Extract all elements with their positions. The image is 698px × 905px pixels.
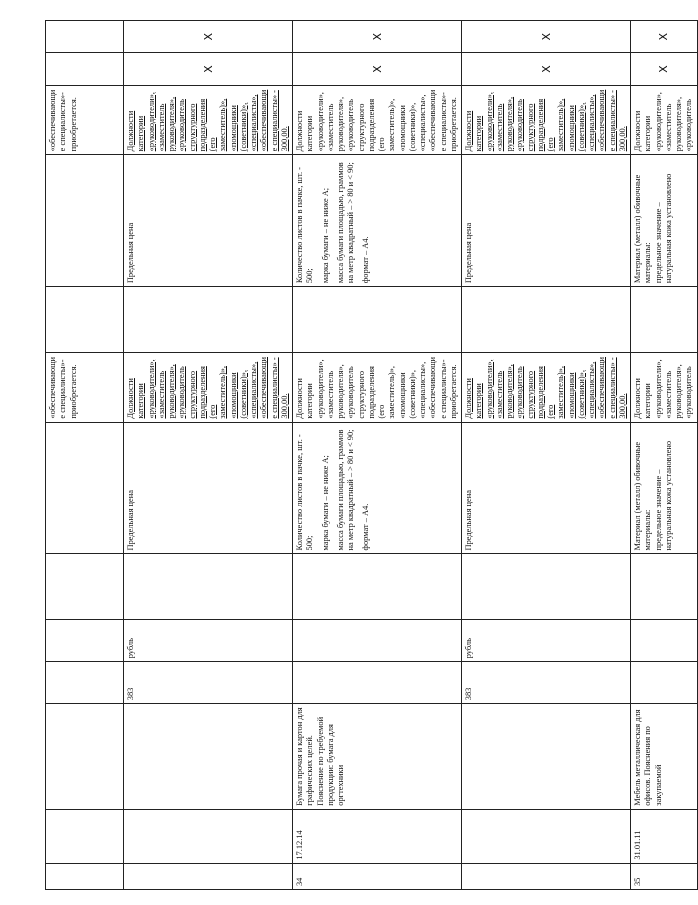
char2-positions-cell xyxy=(293,85,462,155)
unit-code-cell xyxy=(293,662,462,704)
table-row xyxy=(462,21,631,890)
char1-name-cell xyxy=(46,554,124,620)
justification-cell-2 xyxy=(462,21,631,53)
table-row xyxy=(46,21,124,890)
unit-code-cell: 383 xyxy=(124,662,293,704)
char2-name-cell xyxy=(462,287,631,353)
code-cell xyxy=(46,809,124,863)
char1-positions-text: Должности категории «руководители», «заместитель руководителя», «руководитель структурного подразделения (его заместитель)», «помощники (советники)», «специалисты», «обеспечивающие специалисты»-приобретается. xyxy=(295,356,458,419)
char2-value-line: формат – А4. xyxy=(361,236,371,284)
char1-positions-text: Должности категории «руководители», «заместитель руководителя», «руководитель xyxy=(633,359,694,419)
table-row xyxy=(124,21,293,890)
unit-cell xyxy=(631,620,698,662)
num-cell xyxy=(46,863,124,889)
unit-cell xyxy=(46,620,124,662)
char2-positions-cell xyxy=(631,85,698,155)
unit-code-cell xyxy=(46,662,124,704)
char1-value-cell: Предельная цена xyxy=(462,422,631,554)
char1-positions-cell xyxy=(124,353,293,423)
cross-mark: X xyxy=(539,32,553,41)
name-cell xyxy=(124,704,293,809)
char2-value-line: марка бумаги – не ниже А; xyxy=(320,187,330,284)
char1-value-cell xyxy=(46,422,124,554)
char1-value-cell: Предельная цена xyxy=(124,422,293,554)
char1-positions-cell xyxy=(631,353,698,423)
char1-name-cell xyxy=(293,554,462,620)
char2-positions-cell xyxy=(124,85,293,155)
char2-value-cell xyxy=(293,155,462,287)
justification-cell-2 xyxy=(46,21,124,53)
name-cell xyxy=(46,704,124,809)
name-cell: Бумага прочая и картон для графических целей. Пояснение по требуемой продукции: бумага для оргтехники xyxy=(293,704,462,809)
cross-mark: X xyxy=(201,65,215,73)
char2-value-cell: Предельная цена xyxy=(462,155,631,287)
char1-name-cell xyxy=(124,554,293,620)
char1-value-line: Количество листов в пачке, шт. - 500; xyxy=(295,434,315,551)
justification-cell-2 xyxy=(124,21,293,53)
table-row xyxy=(631,21,698,890)
cross-mark: X xyxy=(370,65,384,73)
char1-value-cell xyxy=(293,422,462,554)
requirements-table xyxy=(45,20,698,890)
justification-cell-1 xyxy=(293,53,462,85)
char1-positions-text: Должности категории «руководители», «заместитель руководителя», «руководитель структурного подразделения (его заместитель)», «помощники (советники)», «специалисты», «обеспечивающие специалисты» - 300,00. xyxy=(126,356,289,419)
num-cell: 35 xyxy=(631,863,698,889)
cross-mark: X xyxy=(657,32,671,41)
justification-cell-1 xyxy=(462,53,631,85)
char2-value-cell xyxy=(46,155,124,287)
cross-mark: X xyxy=(370,32,384,41)
char2-positions-text: Должности категории «руководители», «заместитель руководителя», «руководитель структурного подразделения (его заместитель)», «помощники (советники)», «специалисты», «обеспечивающие специалисты» - 300,00. xyxy=(464,89,627,152)
code-cell: 31.01.11 xyxy=(631,809,698,863)
char1-value-line: масса бумаги площадью, граммов на метр квадратный – > 80 и < 90; xyxy=(335,429,355,551)
char2-value-line: масса бумаги площадью, граммов на метр квадратный – > 80 и < 90; xyxy=(335,162,355,284)
name-cell: Мебель металлическая для офисов. Пояснения по закупаемой xyxy=(631,704,698,809)
char1-value-line: формат – А4. xyxy=(361,503,371,551)
unit-cell: рубль xyxy=(462,620,631,662)
cross-mark: X xyxy=(657,65,671,73)
char1-value-cell xyxy=(631,422,698,554)
unit-code-cell xyxy=(631,662,698,704)
unit-cell xyxy=(293,620,462,662)
unit-cell: рубль xyxy=(124,620,293,662)
char2-name-cell xyxy=(631,287,698,353)
char2-name-cell xyxy=(46,287,124,353)
char1-name-cell xyxy=(631,554,698,620)
char2-name-cell xyxy=(124,287,293,353)
char1-positions-text: «обеспечивающие специалисты»-приобретается. xyxy=(48,356,78,419)
char2-positions-text: Должности категории «руководители», «заместитель руководителя», «руководитель структурного подразделения (его заместитель)», «помощники (советники)», «специалисты», «обеспечивающие специалисты» - 300,00. xyxy=(126,89,289,152)
char2-value-cell: Предельная цена xyxy=(124,155,293,287)
name-cell xyxy=(462,704,631,809)
char2-positions-cell xyxy=(462,85,631,155)
char1-name-cell xyxy=(462,554,631,620)
char1-positions-cell xyxy=(293,353,462,423)
num-cell xyxy=(124,863,293,889)
char2-positions-cell xyxy=(46,85,124,155)
char1-positions-cell xyxy=(462,353,631,423)
cross-mark: X xyxy=(539,65,553,73)
justification-cell-2 xyxy=(631,21,698,53)
char1-positions-cell xyxy=(46,353,124,423)
table-row xyxy=(293,21,462,890)
unit-code-cell: 383 xyxy=(462,662,631,704)
char1-value-line: марка бумаги – не ниже А; xyxy=(320,455,330,551)
code-cell: 17.12.14 xyxy=(293,809,462,863)
char2-value-line: Количество листов в пачке, шт. - 500; xyxy=(295,167,315,284)
code-cell xyxy=(462,809,631,863)
char2-value-cell xyxy=(631,155,698,287)
justification-cell-2 xyxy=(293,21,462,53)
justification-cell-1 xyxy=(631,53,698,85)
num-cell xyxy=(462,863,631,889)
rotated-table-container xyxy=(45,20,694,890)
char2-value-line: предельное значение – натуральная кожа установлено xyxy=(653,173,673,284)
justification-cell-1 xyxy=(124,53,293,85)
char2-value-line: Материал (металл) обивочные материалы: xyxy=(633,174,653,284)
char1-value-line: предельное значение – натуральная кожа установлено xyxy=(653,440,673,551)
char2-name-cell xyxy=(293,287,462,353)
char1-value-line: Материал (металл) обивочные материалы: xyxy=(633,441,653,551)
cross-mark: X xyxy=(201,32,215,41)
char2-positions-text: «обеспечивающие специалисты»-приобретается. xyxy=(48,89,78,152)
justification-cell-1 xyxy=(46,53,124,85)
char2-positions-text: Должности категории «руководители», «заместитель руководителя», «руководитель xyxy=(633,92,694,152)
char1-positions-text: Должности категории «руководители», «заместитель руководителя», «руководитель структурного подразделения (его заместитель)», «помощники (советники)», «специалисты», «обеспечивающие специалисты» - 300,00. xyxy=(464,356,627,419)
code-cell xyxy=(124,809,293,863)
num-cell: 34 xyxy=(293,863,462,889)
char2-positions-text: Должности категории «руководители», «заместитель руководителя», «руководитель структурного подразделения (его заместитель)», «помощники (советники)», «специалисты», «обеспечивающие специалисты»-приобретается. xyxy=(295,89,458,152)
